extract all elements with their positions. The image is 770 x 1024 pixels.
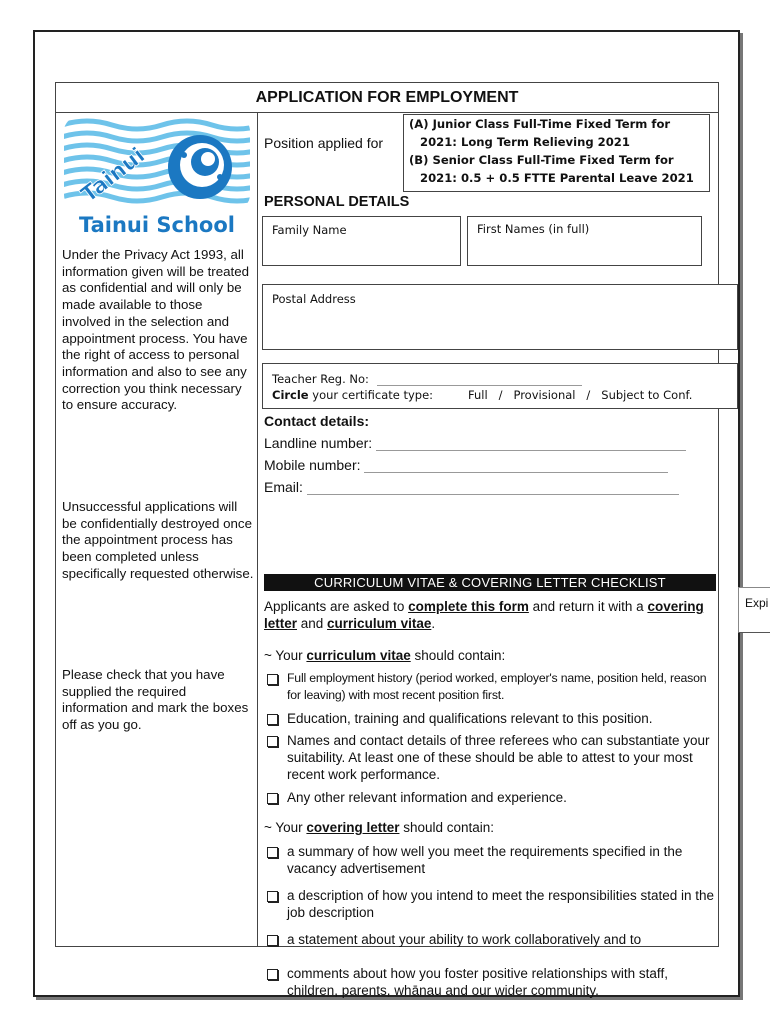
checklist-item[interactable]: a description of how you intend to meet the responsibilities stated in the job description [264, 887, 716, 921]
email-row [264, 479, 679, 495]
teacher-reg-input[interactable] [377, 373, 582, 386]
checkbox[interactable] [267, 847, 278, 858]
family-name-label: Family Name [272, 223, 347, 237]
first-names-label: First Names (in full) [477, 222, 590, 236]
covering-letter-lead: ~ Your covering letter should contain: [264, 820, 495, 835]
mobile-row [264, 457, 668, 473]
checkbox[interactable] [267, 736, 278, 747]
email-label: Email: [264, 479, 303, 495]
checklist-item[interactable]: Any other relevant information and experience. [264, 789, 716, 806]
position-line: (B) Senior Class Full-Time Fixed Term for [409, 153, 674, 167]
teacher-reg-label: Teacher Reg. No: [272, 372, 369, 386]
mobile-input[interactable] [364, 457, 668, 473]
checklist-item[interactable]: Full employment history (period worked, employer's name, position held, reason for leaving) with most recent position first. [264, 670, 716, 704]
postal-address-field[interactable] [262, 284, 738, 350]
family-name-field[interactable] [262, 216, 461, 266]
position-line: (A) Junior Class Full-Time Fixed Term for [409, 117, 671, 131]
position-label: Position applied for [264, 135, 384, 151]
school-name: Tainui School [79, 213, 235, 237]
checkbox[interactable] [267, 969, 278, 980]
position-line: 2021: 0.5 + 0.5 FTTE Parental Leave 2021 [420, 171, 694, 185]
position-line: 2021: Long Term Relieving 2021 [420, 135, 630, 149]
checklist-heading: CURRICULUM VITAE & COVERING LETTER CHECKLIST [264, 574, 716, 591]
document-page [33, 30, 740, 997]
cv-lead: ~ Your curriculum vitae should contain: [264, 648, 506, 663]
landline-input[interactable] [376, 435, 686, 451]
unsuccessful-notice: Unsuccessful applications will be confidentially destroyed once the appointment process has been completed unless specifically requested otherwise. [62, 499, 254, 581]
checkbox[interactable] [267, 891, 278, 902]
checklist-item[interactable]: Education, training and qualifications relevant to this position. [264, 710, 716, 727]
left-column [56, 113, 258, 946]
checkbox[interactable] [267, 714, 278, 725]
checklist-item[interactable]: a statement about your ability to work collaboratively and to [264, 931, 716, 948]
personal-details-heading: PERSONAL DETAILS [264, 194, 410, 210]
svg-text:Tainui: Tainui [76, 143, 151, 208]
landline-row [264, 435, 686, 451]
school-logo [62, 115, 252, 239]
certificate-options[interactable]: Full / Provisional / Subject to Conf. [468, 388, 693, 402]
checklist-item[interactable]: a summary of how well you meet the requirements specified in the vacancy advertisement [264, 843, 716, 877]
position-box [403, 114, 710, 192]
checkbox[interactable] [267, 935, 278, 946]
privacy-notice: Under the Privacy Act 1993, all information given will be treated as confidential and will only be made available to those involved in the selection and appointment process. You have the right of access to personal information and also to see any correction you think necessary to ensure accuracy. [62, 247, 249, 413]
teacher-reg-box [262, 363, 738, 409]
circle-label: Circle [272, 388, 309, 402]
checkbox[interactable] [267, 793, 278, 804]
certificate-type-row [272, 388, 433, 402]
first-names-field[interactable] [467, 216, 702, 266]
mobile-label: Mobile number: [264, 457, 361, 473]
side-stub-label: Expi [745, 596, 769, 610]
checklist-item[interactable]: Names and contact details of three referees who can substantiate your suitability. At least one of these should be able to attest to your most recent work performance. [264, 732, 716, 783]
checkbox[interactable] [267, 674, 278, 685]
checklist-intro: Applicants are asked to complete this form and return it with a covering letter and curriculum vitae. [264, 599, 704, 631]
email-input[interactable] [307, 479, 679, 495]
contact-heading: Contact details: [264, 413, 370, 429]
check-notice: Please check that you have supplied the required information and mark the boxes off as you go. [62, 667, 249, 733]
form-title: APPLICATION FOR EMPLOYMENT [56, 83, 718, 113]
checklist-item[interactable]: comments about how you foster positive relationships with staff, children, parents, whānau and our wider community. [264, 965, 716, 999]
side-stub [738, 587, 770, 633]
landline-label: Landline number: [264, 435, 373, 451]
certificate-type-label: your certificate type: [308, 388, 434, 402]
postal-address-label: Postal Address [272, 292, 356, 306]
application-form [55, 82, 719, 998]
